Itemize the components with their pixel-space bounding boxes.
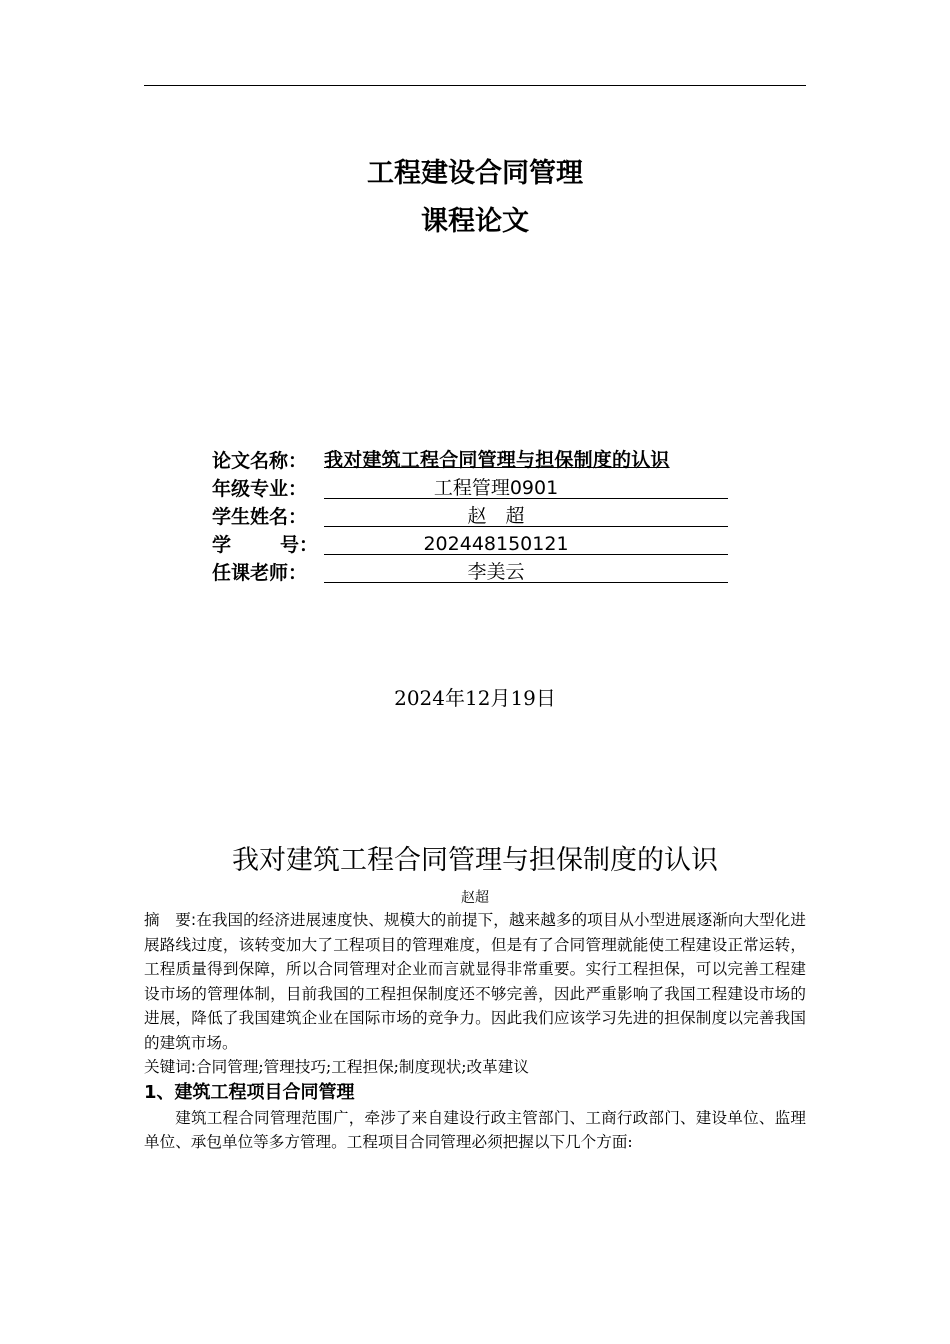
cover-info-block bbox=[212, 447, 732, 587]
abstract-label: 摘 要: bbox=[144, 911, 197, 929]
student-id-row bbox=[212, 531, 732, 559]
section-paragraph: 建筑工程合同管理范围广，牵涉了来自建设行政主管部门、工商行政部门、建设单位、监理单位、承包单位等多方管理。工程项目合同管理必须把握以下几个方面: bbox=[144, 1108, 806, 1151]
student-name-row bbox=[212, 503, 732, 531]
paper-author: 赵超 bbox=[461, 890, 489, 906]
header-rule bbox=[144, 85, 806, 86]
keywords bbox=[144, 1055, 806, 1080]
teacher-row bbox=[212, 559, 732, 587]
student-id-label-a: 学 bbox=[212, 534, 232, 556]
abstract bbox=[144, 908, 806, 1055]
abstract-text: 在我国的经济进展速度快、规模大的前提下，越来越多的项目从小型进展逐渐向大型化进展路线过度，该转变加大了工程项目的管理难度，但是有了合同管理就能使工程建设正常运转，工程质量得到保障，所以合同管理对企业而言就显得非常重要。实行工程担保，可以完善工程建设市场的管理体制，目前我国的工程担保制度还不够完善，因此严重影响了我国工程建设市场的进展，降低了我国建筑企业在国际市场的竞争力。因此我们应该学习先进的担保制度以完善我国的建筑市场。 bbox=[144, 911, 806, 1052]
cover-subtitle: 课程论文 bbox=[421, 206, 529, 237]
student-name-label: 学生姓名： bbox=[212, 506, 308, 528]
major-row bbox=[212, 475, 732, 503]
student-name-value: 赵 超 bbox=[324, 503, 728, 527]
teacher-value: 李美云 bbox=[324, 559, 728, 583]
paper-body bbox=[144, 908, 806, 1155]
major-value: 工程管理0901 bbox=[324, 475, 728, 499]
section-heading: 1、建筑工程项目合同管理 bbox=[144, 1081, 355, 1103]
cover-title: 工程建设合同管理 bbox=[367, 158, 583, 189]
student-id-label-b: 号： bbox=[279, 534, 318, 556]
major-label: 年级专业： bbox=[212, 478, 308, 500]
paper-title: 我对建筑工程合同管理与担保制度的认识 bbox=[232, 845, 718, 876]
thesis-name-value: 我对建筑工程合同管理与担保制度的认识 bbox=[324, 449, 670, 471]
cover-date: 2024年12月19日 bbox=[394, 686, 556, 710]
keywords-label: 关键词: bbox=[144, 1058, 197, 1076]
student-id-label bbox=[212, 531, 318, 559]
teacher-label: 任课老师： bbox=[212, 562, 308, 584]
thesis-name-label: 论文名称： bbox=[212, 450, 308, 472]
thesis-name-row bbox=[212, 447, 732, 475]
keywords-text: 合同管理;管理技巧;工程担保;制度现状;改革建议 bbox=[196, 1058, 529, 1076]
student-id-value: 202448150121 bbox=[324, 531, 728, 555]
